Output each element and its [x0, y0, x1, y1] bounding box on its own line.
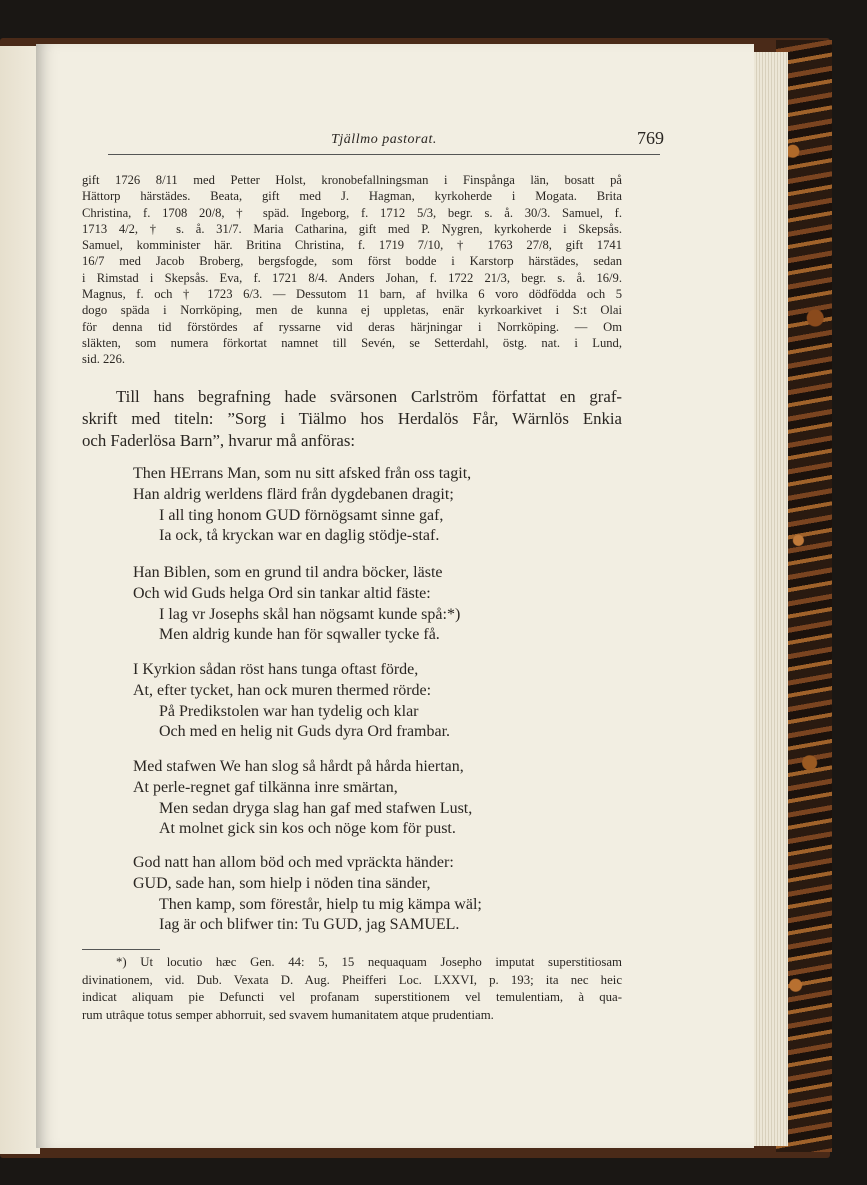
running-header — [108, 128, 664, 155]
footnote — [82, 954, 622, 1024]
verse-line: Han Biblen, som en grund til andra böcker, läste — [133, 564, 443, 581]
text-line: Hättorp härstädes. Beata, gift med J. Hagman, kyrkoherde i Mogata. Brita — [82, 189, 622, 204]
text-line: 1713 4/2, † s. å. 31/7. Maria Catharina, gift med P. Nygren, kyrkoherde i Skepsås. — [82, 221, 622, 236]
verse-line: Iag är och blifwer tin: Tu GUD, jag SAMUEL. — [159, 916, 460, 934]
text-line: Samuel, komminister här. Britina Christina, f. 1719 7/10, † 1763 27/8, gift 1741 — [82, 238, 622, 253]
text-line: 16/7 med Jacob Broberg, bergsfogde, som först bodde i Karstorp härstädes, sedan — [82, 254, 622, 269]
text-line: Christina, f. 1708 20/8, † späd. Ingeborg, f. 1712 5/3, begr. s. å. 30/3. Samuel, f. — [82, 205, 622, 220]
verse-line: I Kyrkion sådan röst hans tunga oftast förde, — [133, 661, 419, 678]
verse-line: Then HErrans Man, som nu sitt afsked från oss tagit, — [133, 465, 472, 482]
intro-paragraph — [82, 386, 622, 452]
verse-line: Then kamp, som förestår, hielp tu mig kämpa wäl; — [159, 895, 482, 913]
verse-line: Med stafwen We han slog så hårdt på hårda hiertan, — [133, 758, 464, 775]
verse-line: At perle-regnet gaf tilkänna inre smärtan, — [133, 778, 398, 796]
poem-stanza-5 — [133, 853, 613, 936]
text-line: gift 1726 8/11 med Petter Holst, kronobefallningsman i Finspånga län, bosatt på — [82, 173, 622, 187]
facing-page-edge — [0, 46, 40, 1154]
verse-line: GUD, sade han, som hielp i nöden tina sänder, — [133, 874, 431, 892]
poem-stanza-1 — [133, 464, 613, 547]
genealogy-paragraph — [82, 172, 622, 368]
running-title: Tjällmo pastorat. — [331, 132, 437, 147]
verse-line: I lag vr Josephs skål han nögsamt kunde spå:*) — [159, 605, 461, 623]
footnote-line: indicat aliquam pie Defuncti vel profanam superstitionem vel temulentiam, à qua- — [82, 990, 622, 1004]
text-line: i Rimstad i Skepsås. Eva, f. 1721 8/4. Anders Johan, f. 1722 21/3, begr. s. å. 16/9. — [82, 270, 622, 285]
verse-line: Han aldrig werldens flärd från dygdebanen dragit; — [133, 485, 454, 503]
verse-line: Och med en helig nit Guds dyra Ord frambar. — [159, 723, 451, 741]
text-line: skrift med titeln: ”Sorg i Tiälmo hos Herdalös Får, Wärnlös Enkia — [82, 409, 622, 428]
text-line: sid. 226. — [82, 352, 126, 367]
verse-line: I all ting honom GUD förnögsamt sinne gaf, — [159, 506, 444, 524]
verse-line: God natt han allom böd och med vpräckta händer: — [133, 854, 454, 871]
verse-line: Men sedan dryga slag han gaf med stafwen Lust, — [159, 799, 473, 817]
footnote-line: *) Ut locutio hæc Gen. 44: 5, 15 nequaquam Josepho imputat superstitiosam — [116, 955, 622, 969]
verse-line: Och wid Guds helga Ord sin tankar altid fäste: — [133, 584, 431, 602]
poem-stanza-4 — [133, 757, 613, 840]
poem-stanza-2 — [133, 563, 613, 646]
verse-line: På Predikstolen war han tydelig och klar — [159, 702, 419, 720]
verse-line: At, efter tycket, han ock muren thermed rörde: — [133, 681, 432, 699]
text-line: Till hans begrafning hade svärsonen Carlström författat en graf- — [116, 387, 622, 406]
text-line: Magnus, f. och † 1723 6/3. — Dessutom 11 barn, af hvilka 6 voro dödfödda och 5 — [82, 287, 622, 302]
page-number: 769 — [637, 128, 664, 148]
text-line: och Faderlösa Barn”, hvarur må anföras: — [82, 431, 356, 450]
footnote-line: rum utrâque totus semper abhorruit, sed svavem humanitatem atque prudentiam. — [82, 1007, 494, 1022]
text-line: dogo späda i Norrköping, men de kunna ej uppletas, enär kyrkoarkivet i S:t Olai — [82, 303, 622, 318]
verse-line: At molnet gick sin kos och nöge kom för pust. — [159, 820, 456, 838]
text-line: släkten, som numera förkortat namnet till Sevén, se Setterdahl, östg. nat. i Lund, — [82, 335, 622, 350]
page-stack-edge — [748, 52, 788, 1146]
verse-line: Men aldrig kunde han för sqwaller tycke få. — [159, 626, 440, 644]
footnote-line: divinationem, vid. Dub. Vexata D. Aug. Pheifferi Loc. LXXVI, p. 193; ita nec heic — [82, 972, 622, 987]
book-page — [36, 44, 754, 1148]
text-line: för denna tid förstördes af ryssarne vid deras härjningar i Norrköping. — Om — [82, 319, 622, 334]
verse-line: Ia ock, tå kryckan war en daglig stödje-staf. — [159, 527, 440, 545]
footnote-divider — [82, 949, 160, 950]
poem-stanza-3 — [133, 660, 613, 743]
